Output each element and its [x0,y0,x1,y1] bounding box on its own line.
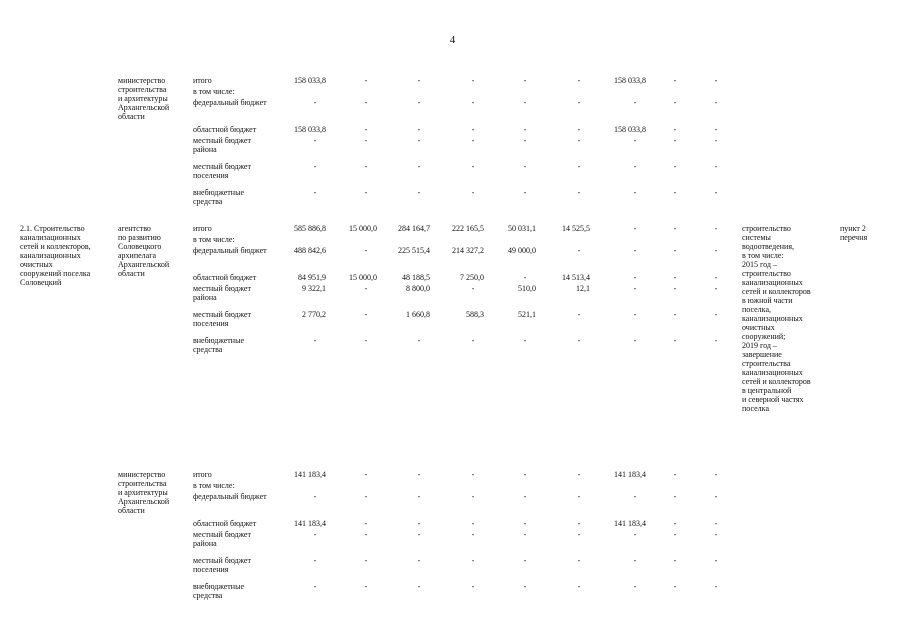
funding-value: - [364,556,368,565]
funding-value: - [577,492,581,501]
funding-value: - [471,98,475,107]
funding-value: - [364,98,368,107]
funding-value: - [523,98,527,107]
funding-value: - [673,310,677,319]
funding-value: 14 525,5 [562,224,590,233]
funding-source-label: итого [193,470,212,479]
funding-source-label: местный бюджет поселения [193,310,251,328]
funding-value: 488 842,6 [294,246,326,255]
funding-value: 7 250,0 [460,273,484,282]
funding-source-label: итого [193,224,212,233]
funding-value: - [523,470,527,479]
funding-value: - [364,519,368,528]
funding-value: 84 951,9 [298,273,326,282]
funding-value: - [523,582,527,591]
funding-value: - [313,530,317,539]
funding-value: - [673,162,677,171]
funding-value: - [471,556,475,565]
funding-value: - [313,582,317,591]
funding-value: - [471,125,475,134]
funding-value: 284 164,7 [398,224,430,233]
funding-value: - [714,273,718,282]
funding-value: - [471,336,475,345]
funding-value: - [714,125,718,134]
funding-value: - [364,492,368,501]
funding-value: - [714,76,718,85]
funding-value: - [673,284,677,293]
funding-value: - [577,336,581,345]
funding-value: - [714,530,718,539]
funding-value: - [417,136,421,145]
funding-value: 14 513,4 [562,273,590,282]
funding-value: 48 188,5 [402,273,430,282]
funding-source-label: итого [193,76,212,85]
funding-value: - [364,530,368,539]
funding-value: - [714,310,718,319]
funding-value: 12,1 [576,284,590,293]
funding-value: - [523,556,527,565]
funding-value: - [364,136,368,145]
funding-value: - [673,519,677,528]
funding-value: - [714,556,718,565]
funding-value: - [417,98,421,107]
funding-value: - [364,188,368,197]
funding-value: - [673,556,677,565]
funding-value: - [417,162,421,171]
funding-source-label: в том числе: [193,87,235,96]
funding-value: 15 000,0 [349,224,377,233]
funding-source-label: внебюджетные средства [193,336,244,354]
funding-value: - [364,246,368,255]
funding-value: - [313,556,317,565]
funding-value: - [523,492,527,501]
funding-value: - [673,582,677,591]
funding-value: - [313,336,317,345]
funding-value: - [714,582,718,591]
funding-value: 9 322,1 [302,284,326,293]
funding-value: - [673,273,677,282]
funding-value: 521,1 [518,310,536,319]
funding-value: 1 660,8 [406,310,430,319]
funding-value: - [577,136,581,145]
funding-value: - [523,162,527,171]
funding-value: - [633,98,637,107]
funding-value: - [673,76,677,85]
funding-value: - [417,530,421,539]
funding-value: - [364,470,368,479]
funding-value: - [714,188,718,197]
funding-value: - [417,556,421,565]
funding-value: - [417,76,421,85]
funding-value: - [471,492,475,501]
funding-value: - [577,76,581,85]
funding-source-label: федеральный бюджет [193,492,267,501]
funding-value: - [523,125,527,134]
funding-source-label: внебюджетные средства [193,582,244,600]
funding-value: 141 183,4 [294,470,326,479]
funding-value: - [523,188,527,197]
funding-source-label: в том числе: [193,235,235,244]
funding-value: - [417,582,421,591]
funding-value: 214 327,2 [452,246,484,255]
funding-value: - [313,162,317,171]
funding-source-label: в том числе: [193,481,235,490]
funding-value: 141 183,4 [614,470,646,479]
funding-value: - [673,136,677,145]
funding-source-label: федеральный бюджет [193,98,267,107]
funding-value: - [633,336,637,345]
funding-value: - [673,492,677,501]
funding-value: - [577,556,581,565]
funding-value: 2 770,2 [302,310,326,319]
funding-value: - [714,492,718,501]
funding-value: - [577,470,581,479]
funding-value: 141 183,4 [294,519,326,528]
funding-value: - [633,556,637,565]
funding-source-label: местный бюджет поселения [193,556,251,574]
funding-value: - [633,284,637,293]
funding-value: - [313,136,317,145]
reference-point: пункт 2 перечня [840,224,868,242]
funding-value: - [714,98,718,107]
funding-source-label: областной бюджет [193,519,257,528]
funding-value: - [523,530,527,539]
funding-source-label: местный бюджет поселения [193,162,251,180]
executor-name: министерство строительства и архитектуры Архангельской области [118,470,170,515]
funding-source-label: внебюджетные средства [193,188,244,206]
funding-value: 585 886,8 [294,224,326,233]
funding-value: - [313,188,317,197]
funding-value: 8 800,0 [406,284,430,293]
funding-value: - [523,136,527,145]
funding-value: - [364,582,368,591]
funding-value: - [714,246,718,255]
funding-value: - [633,188,637,197]
funding-value: - [577,530,581,539]
funding-value: 225 515,4 [398,246,430,255]
funding-value: - [633,310,637,319]
funding-value: - [673,98,677,107]
funding-value: - [417,492,421,501]
activity-name: 2.1. Строительство канализационных сетей и коллекторов, канализационных очистных сооружений поселка Соловецкий [20,224,91,287]
page-number: 4 [449,34,456,46]
funding-value: 141 183,4 [614,519,646,528]
funding-value: - [364,336,368,345]
expected-result: строительство системы водоотведения, в том числе: 2015 год – строительство канализационных сетей и коллекторов в южной части поселка, канализационных очистных сооружений; 2019 год – завершение строительства канализационных сетей и коллекторов в центральной и северной частях поселка [742,224,811,413]
funding-value: - [364,76,368,85]
funding-value: - [417,519,421,528]
funding-value: - [633,530,637,539]
funding-value: - [577,125,581,134]
funding-value: - [417,188,421,197]
funding-value: 15 000,0 [349,273,377,282]
funding-source-label: федеральный бюджет [193,246,267,255]
funding-value: - [673,125,677,134]
funding-source-label: областной бюджет [193,273,257,282]
funding-value: - [417,125,421,134]
funding-value: - [471,284,475,293]
funding-value: 158 033,8 [294,125,326,134]
funding-value: - [714,136,718,145]
funding-value: 158 033,8 [294,76,326,85]
funding-value: - [633,246,637,255]
funding-value: - [633,492,637,501]
funding-value: - [633,582,637,591]
funding-value: - [577,582,581,591]
funding-value: - [523,76,527,85]
funding-value: - [673,246,677,255]
funding-value: - [714,162,718,171]
funding-value: - [673,224,677,233]
funding-value: 158 033,8 [614,125,646,134]
funding-value: - [471,530,475,539]
funding-value: - [364,310,368,319]
funding-value: - [633,273,637,282]
funding-source-label: областной бюджет [193,125,257,134]
executor-name: министерство строительства и архитектуры Архангельской области [118,76,170,121]
funding-value: - [633,162,637,171]
funding-value: - [471,582,475,591]
funding-value: - [471,76,475,85]
funding-value: - [417,470,421,479]
funding-value: - [577,246,581,255]
funding-source-label: местный бюджет района [193,530,251,548]
funding-value: - [577,162,581,171]
funding-value: - [673,530,677,539]
funding-value: - [577,98,581,107]
funding-value: - [577,310,581,319]
funding-value: - [633,224,637,233]
funding-value: - [313,98,317,107]
funding-value: 158 033,8 [614,76,646,85]
funding-value: - [714,470,718,479]
funding-value: - [364,162,368,171]
funding-value: - [417,336,421,345]
funding-value: - [714,284,718,293]
funding-value: 49 000,0 [508,246,536,255]
funding-value: - [471,519,475,528]
funding-value: - [471,162,475,171]
funding-value: - [673,470,677,479]
funding-value: - [714,336,718,345]
funding-value: 510,0 [518,284,536,293]
funding-value: - [471,188,475,197]
funding-source-label: местный бюджет района [193,136,251,154]
funding-value: 588,3 [466,310,484,319]
funding-value: - [523,336,527,345]
funding-value: - [471,470,475,479]
funding-value: - [364,284,368,293]
funding-value: 222 165,5 [452,224,484,233]
funding-value: - [523,273,527,282]
funding-value: - [471,136,475,145]
funding-value: - [577,519,581,528]
funding-value: - [313,492,317,501]
funding-value: - [577,188,581,197]
funding-value: - [364,125,368,134]
funding-value: - [673,336,677,345]
executor-name: агентство по развитию Соловецкого архипелага Архангельской области [118,224,170,278]
funding-value: - [633,136,637,145]
funding-value: - [714,224,718,233]
funding-value: 50 031,1 [508,224,536,233]
funding-value: - [523,519,527,528]
funding-value: - [673,188,677,197]
funding-source-label: местный бюджет района [193,284,251,302]
funding-value: - [714,519,718,528]
